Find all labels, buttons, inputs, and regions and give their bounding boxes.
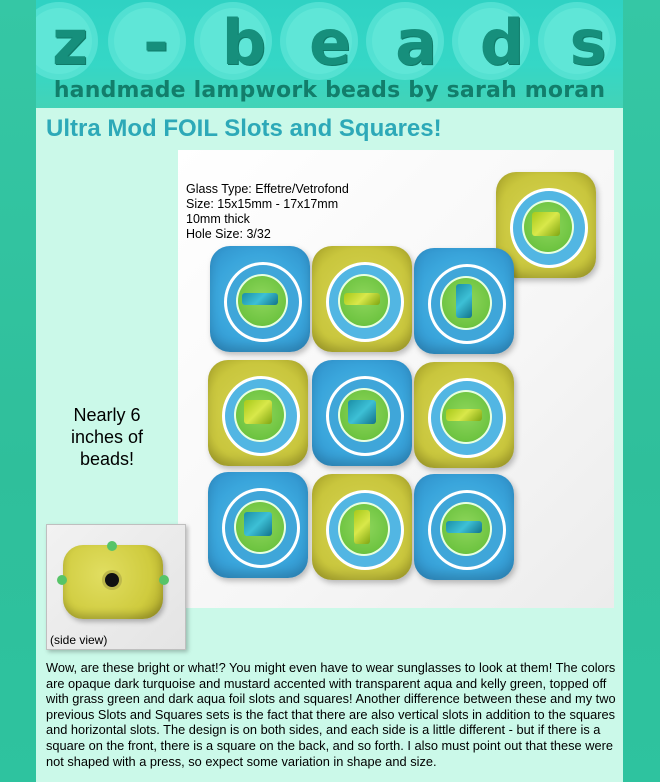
bead <box>312 360 412 466</box>
specs-block <box>186 182 349 242</box>
logo-letter: b <box>221 6 267 79</box>
foil-slot <box>354 510 370 544</box>
spec-thickness: 10mm thick <box>186 212 250 226</box>
bead <box>414 248 514 354</box>
bead <box>414 362 514 468</box>
foil-slot <box>446 409 482 421</box>
header-banner[interactable] <box>36 0 623 108</box>
foil-slot <box>446 521 482 533</box>
side-view-thumbnail[interactable] <box>46 524 186 650</box>
foil-square <box>244 400 272 424</box>
bead <box>312 246 412 352</box>
bead <box>208 360 308 466</box>
logo-letter: - <box>143 6 169 79</box>
site-tagline: handmade lampwork beads by sarah moran <box>53 78 606 103</box>
bead <box>210 246 310 352</box>
spec-hole-size: Hole Size: 3/32 <box>186 227 271 241</box>
foil-slot <box>344 293 380 305</box>
foil-square <box>244 512 272 536</box>
product-description: Wow, are these bright or what!? You might even have to wear sunglasses to look at them! The colors are opaque dark turquoise and mustard accented with transparent aqua and kelly green, topped off with grass green and dark aqua foil slots and squares! Another difference between these and my two previous Slots and Squares sets is the fact that there are also vertical slots in addition to the squares and horizontal slots. The design is on both sides, and each side is a little different - but if there is a square on the front, there is a square on the back, and so forth. I also must point out that these were not shaped with a press, so expect some variation in shape and size. <box>46 660 616 769</box>
foil-square <box>348 400 376 424</box>
foil-slot <box>242 293 278 305</box>
bead <box>414 474 514 580</box>
site-logo <box>36 6 623 79</box>
page-content <box>36 0 623 782</box>
side-view-bead <box>63 545 163 619</box>
logo-letter: e <box>308 6 352 79</box>
page-title: Ultra Mod FOIL Slots and Squares! <box>46 115 442 142</box>
logo-letter: z <box>51 6 89 79</box>
side-note: Nearly 6 inches of beads! <box>70 405 144 469</box>
bead-hole <box>105 573 119 587</box>
bead <box>208 472 308 578</box>
logo-letter: a <box>395 6 437 79</box>
logo-letter: s <box>569 6 607 79</box>
spec-size: Size: 15x15mm - 17x17mm <box>186 197 339 211</box>
foil-square <box>532 212 560 236</box>
product-photo <box>178 150 614 608</box>
spec-glass-type: Glass Type: Effetre/Vetrofond <box>186 182 349 196</box>
logo-letter: d <box>479 6 525 79</box>
bead <box>312 474 412 580</box>
thumbnail-caption: (side view) <box>50 633 108 647</box>
foil-slot <box>456 284 472 318</box>
